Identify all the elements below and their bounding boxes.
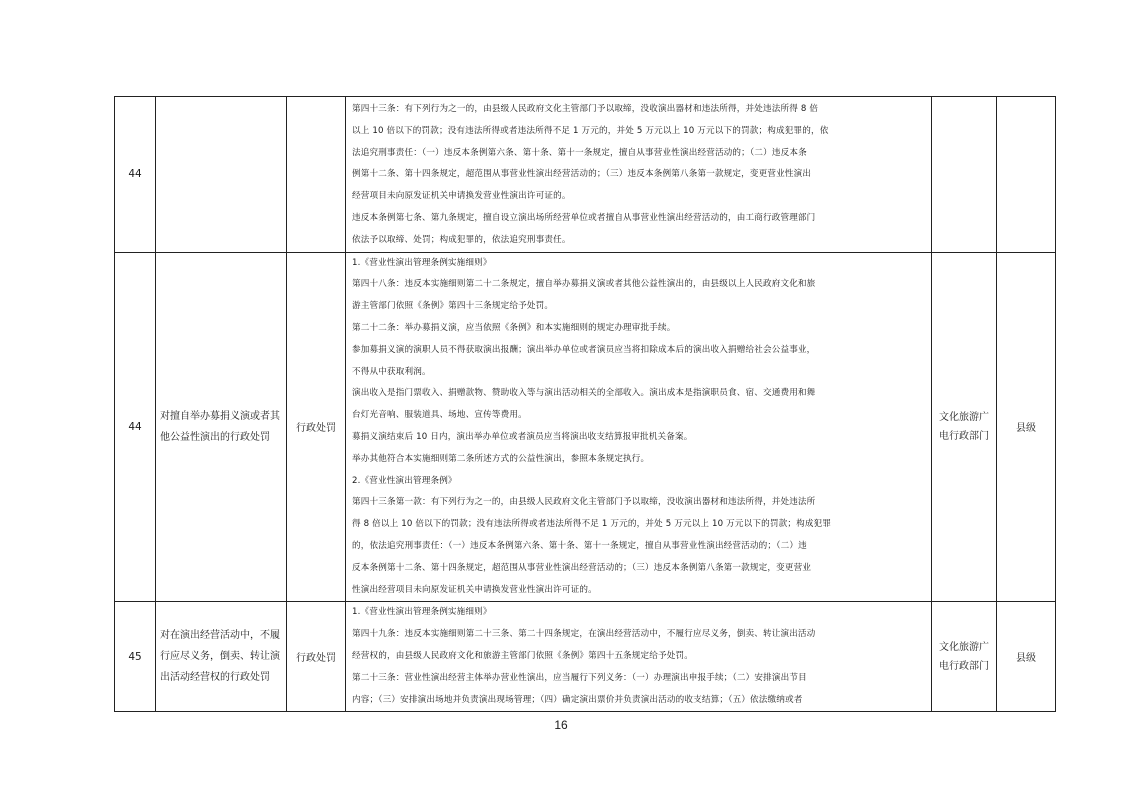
basis-line: 经营项目未向原发证机关申请换发营业性演出许可证的。 (352, 191, 571, 202)
legal-basis (346, 602, 932, 712)
basis-line: 例第十二条、第十四条规定，超范围从事营业性演出经营活动的；（三）违反本条例第八条第一款规定，变更营业性演出 (352, 169, 812, 180)
penalty-type: 行政处罚 (287, 602, 346, 712)
table-row (115, 97, 1056, 253)
level (997, 97, 1056, 253)
basis-line: 第四十三条：有下列行为之一的，由县级人民政府文化主管部门予以取缔，没收演出器材和违法所得，并处违法所得 8 倍 (352, 104, 819, 114)
basis-line: 得 8 倍以上 10 倍以下的罚款；没有违法所得或者违法所得不足 1 万元的，并处 5 万元以上 10 万元以下的罚款；构成犯罪 (352, 519, 832, 530)
basis-line: 1.《营业性演出管理条例实施细则》 (352, 607, 492, 618)
basis-line: 第四十九条：违反本实施细则第二十三条、第二十四条规定，在演出经营活动中，不履行应尽义务，倒卖、转让演出活动 (352, 629, 816, 640)
table-row (115, 602, 1056, 712)
basis-line: 1.《营业性演出管理条例实施细则》 (352, 257, 492, 268)
item-name: 对在演出经营活动中，不履行应尽义务，倒卖、转让演出活动经营权的行政处罚 (156, 602, 287, 712)
department: 文化旅游广电行政部门 (932, 602, 997, 712)
basis-line: 性演出经营项目未向原发证机关申请换发营业性演出许可证的。 (352, 584, 597, 595)
item-name (156, 97, 287, 253)
basis-line: 依法予以取缔、处罚；构成犯罪的，依法追究刑事责任。 (352, 234, 571, 245)
basis-line: 参加募捐义演的演职人员不得获取演出报酬；演出举办单位或者演员应当将扣除成本后的演出收入捐赠给社会公益事业， (352, 344, 816, 355)
table-row (115, 252, 1056, 602)
page-number: 16 (554, 718, 568, 732)
basis-line: 第二十二条：举办募捐义演，应当依照《条例》和本实施细则的规定办理审批手续。 (352, 322, 676, 333)
basis-line: 游主管部门依照《条例》第四十三条规定给予处罚。 (352, 301, 554, 312)
basis-line: 经营权的，由县级人民政府文化和旅游主管部门依照《条例》第四十五条规定给予处罚。 (352, 650, 694, 661)
basis-line: 第四十八条：违反本实施细则第二十二条规定，擅自举办募捐义演或者其他公益性演出的，由县级以上人民政府文化和旅 (352, 279, 816, 290)
legal-basis (346, 97, 932, 253)
basis-line: 演出收入是指门票收入、捐赠款物、赞助收入等与演出活动相关的全部收入。演出成本是指演职员食、宿、交通费用和舞 (352, 388, 816, 399)
basis-line: 以上 10 倍以下的罚款；没有违法所得或者违法所得不足 1 万元的，并处 5 万元以上 10 万元以下的罚款；构成犯罪的，依 (352, 125, 829, 136)
penalty-type: 行政处罚 (287, 252, 346, 602)
row-number: 45 (115, 602, 156, 712)
regulation-table (114, 96, 1056, 712)
penalty-type (287, 97, 346, 253)
level: 县级 (997, 252, 1056, 602)
department (932, 97, 997, 253)
basis-line: 法追究刑事责任：（一）违反本条例第六条、第十条、第十一条规定，擅自从事营业性演出经营活动的；（二）违反本条 (352, 147, 807, 158)
legal-basis (346, 252, 932, 602)
basis-line: 募捐义演结束后 10 日内，演出举办单位或者演员应当将演出收支结算报审批机关备案。 (352, 431, 693, 442)
basis-line: 举办其他符合本实施细则第二条所述方式的公益性演出，参照本条规定执行。 (352, 453, 650, 464)
basis-line: 第二十三条：营业性演出经营主体举办营业性演出，应当履行下列义务：（一）办理演出申报手续；（二）安排演出节目 (352, 672, 807, 683)
basis-line: 2.《营业性演出管理条例》 (352, 475, 457, 486)
level: 县级 (997, 602, 1056, 712)
basis-line: 第四十三条第一款：有下列行为之一的，由县级人民政府文化主管部门予以取缔，没收演出器材和违法所得，并处违法所 (352, 497, 816, 508)
department: 文化旅游广电行政部门 (932, 252, 997, 602)
basis-line: 不得从中获取利润。 (352, 366, 431, 377)
basis-line: 内容；（三）安排演出场地并负责演出现场管理；（四）确定演出票价并负责演出活动的收支结算；（五）依法缴纳或者 (352, 694, 803, 705)
basis-line: 的，依法追究刑事责任：（一）违反本条例第六条、第十条、第十一条规定，擅自从事营业性演出经营活动的；（二）违 (352, 540, 807, 551)
row-number: 44 (115, 252, 156, 602)
basis-line: 违反本条例第七条、第九条规定，擅自设立演出场所经营单位或者擅自从事营业性演出经营活动的，由工商行政管理部门 (352, 212, 816, 223)
basis-line: 反本条例第十二条、第十四条规定，超范围从事营业性演出经营活动的；（三）违反本条例第八条第一款规定，变更营业 (352, 562, 812, 573)
item-name: 对擅自举办募捐义演或者其他公益性演出的行政处罚 (156, 252, 287, 602)
basis-line: 台灯光音响、服装道具、场地、宣传等费用。 (352, 410, 527, 421)
row-number: 44 (115, 97, 156, 253)
